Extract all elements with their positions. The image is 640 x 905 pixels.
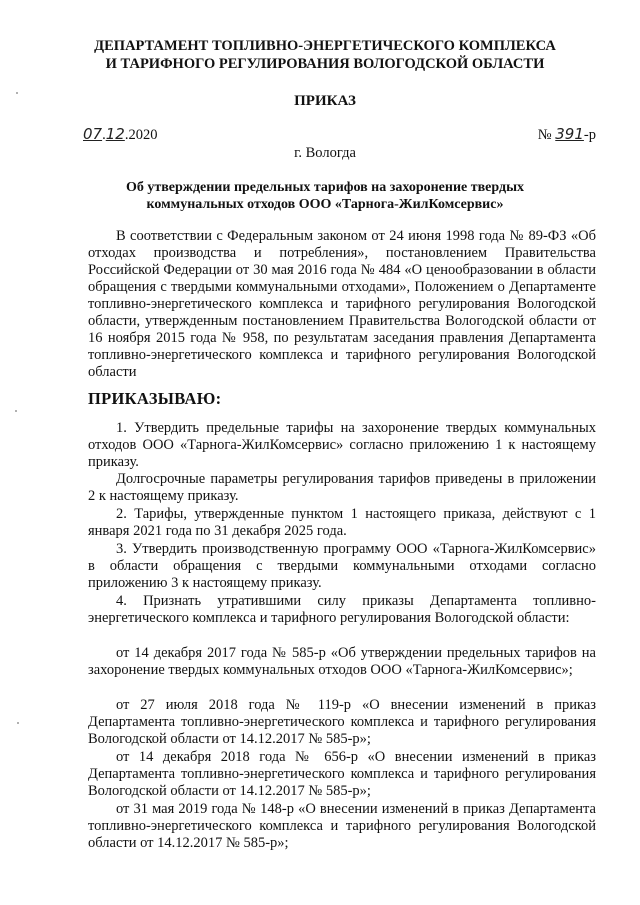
- handwritten-month: 12: [105, 125, 125, 143]
- paragraph-4: 4. Признать утратившими силу приказы Департамента топливно-энергетического комплекса и тарифного регулирования Вологодской области:: [88, 593, 596, 626]
- paragraph-1: 1. Утвердить предельные тарифы на захоронение твердых коммунальных отходов ООО «Тарнога-ЖилКомсервис» согласно приложению 1 к настоящему приказу.: [88, 420, 596, 470]
- scan-speck: [17, 722, 19, 724]
- handwritten-day: 07: [83, 125, 103, 143]
- paragraph-3: 3. Утвердить производственную программу ООО «Тарнога-ЖилКомсервис» в области обращения с твердыми коммунальными отходами согласно приложению 3 к настоящему приказу.: [88, 541, 596, 591]
- date-year: .2020: [124, 127, 158, 143]
- date-separator: .: [102, 127, 106, 143]
- city: г. Вологда: [294, 145, 356, 161]
- scan-speck: [15, 410, 17, 412]
- paragraph-4-item-2: от 27 июля 2018 года № 119-р «О внесении изменений в приказ Департамента топливно-энергетического комплекса и тарифного регулирования Вологодской области от 14.12.2017 № 585-р»;: [88, 697, 596, 747]
- number-sign: №: [537, 127, 552, 143]
- preamble-paragraph: В соответствии с Федеральным законом от 24 июня 1998 года № 89-ФЗ «Об отходах производства и потребления», постановлением Правительства Российской Федерации от 30 мая 2016 года № 484 «О ценообразовании в области обращения с твердыми коммунальными отходами», Положением о Департаменте топливно-энергетического комплекса и тарифного регулирования Вологодской области, утвержденным постановлением Правительства Вологодской области от 16 ноября 2015 года № 958, по результатам заседания правления Департамента топливно-энергетического комплекса и тарифного регулирования Вологодской области: [88, 228, 596, 380]
- order-subject-line1: Об утверждении предельных тарифов на захоронение твердых: [125, 180, 525, 195]
- decree-word: ПРИКАЗЫВАЮ:: [88, 389, 222, 408]
- department-header-line2: И ТАРИФНОГО РЕГУЛИРОВАНИЯ ВОЛОГОДСКОЙ ОБЛАСТИ: [105, 56, 545, 72]
- order-subject-line2: коммунальных отходов ООО «Тарнога-ЖилКомсервис»: [146, 197, 504, 212]
- paragraph-1-params: Долгосрочные параметры регулирования тарифов приведены в приложении 2 к настоящему приказу.: [88, 471, 596, 504]
- paragraph-2: 2. Тарифы, утвержденные пунктом 1 настоящего приказа, действуют с 1 января 2021 года по 31 декабря 2025 года.: [88, 506, 596, 539]
- order-title: ПРИКАЗ: [294, 93, 356, 109]
- department-header-line1: ДЕПАРТАМЕНТ ТОПЛИВНО-ЭНЕРГЕТИЧЕСКОГО КОМПЛЕКСА: [94, 38, 556, 54]
- order-subject: [85, 179, 565, 213]
- department-header: [60, 37, 590, 73]
- number-suffix: -р: [583, 127, 596, 143]
- order-number: [538, 125, 596, 144]
- paragraph-4-item-1: от 14 декабря 2017 года № 585-р «Об утверждении предельных тарифов на захоронение твердых коммунальных отходов ООО «Тарнога-ЖилКомсервис»;: [88, 645, 596, 678]
- paragraph-4-item-4: от 31 мая 2019 года № 148-р «О внесении изменений в приказ Департамента топливно-энергетического комплекса и тарифного регулирования Вологодской области от 14.12.2017 № 585-р»;: [88, 801, 596, 851]
- scan-speck: [16, 92, 18, 94]
- date-number-row: [83, 125, 596, 143]
- handwritten-number: 391: [555, 125, 584, 143]
- paragraph-4-item-3: от 14 декабря 2018 года № 656-р «О внесении изменений в приказ Департамента топливно-энергетического комплекса и тарифного регулирования Вологодской области от 14.12.2017 № 585-р»;: [88, 749, 596, 799]
- order-date: [83, 125, 157, 144]
